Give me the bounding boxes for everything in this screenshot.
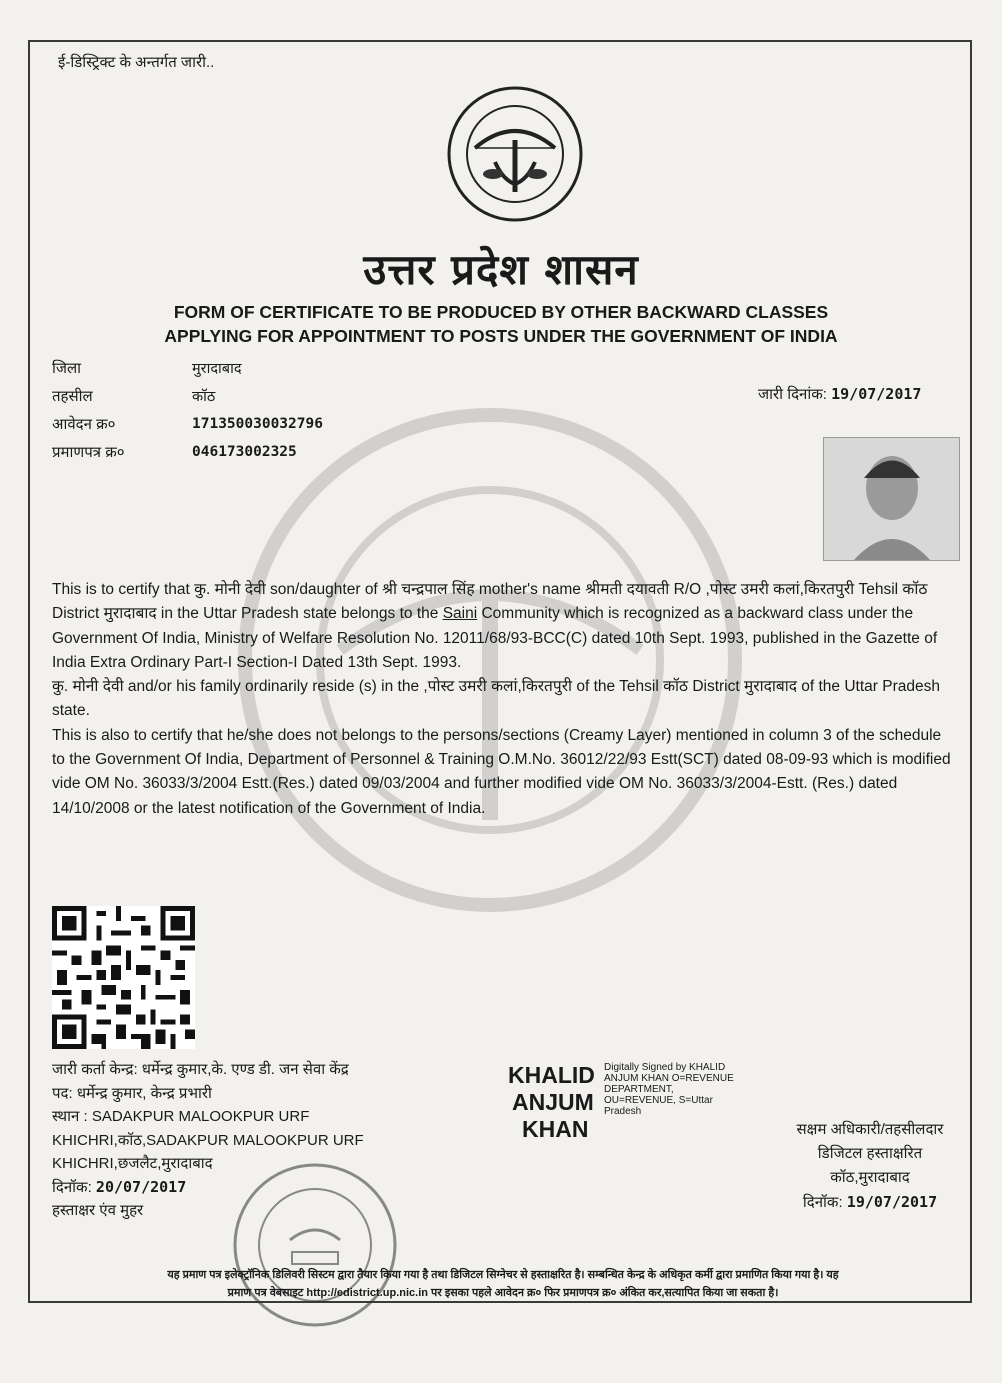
officer-date-value: 19/07/2017 (846, 1193, 938, 1211)
issue-date-value: 19/07/2017 (831, 385, 922, 403)
government-title: उत्तर प्रदेश शासन (363, 245, 639, 294)
issuer-place-line-2: KHICHRI,कॉठ,SADAKPUR MALOOKPUR URF (52, 1131, 364, 1149)
certificate-row (52, 438, 323, 466)
issuer-date-value: 20/07/2017 (95, 1177, 187, 1196)
issuer-place-line-3: KHICHRI,छजलैट,मुरादाबाद (52, 1155, 213, 1172)
digital-signature-block (508, 1062, 734, 1143)
body-paragraph-1-end: Community which is recognized as a backward class under the Government Of India, Ministry of Welfare Resolution No. 12011/68/93-BCC(C) dated 10th Sept. 1993, published in the Gazette of India Extra Ordinary Part-I Section-I Dated 13th Sept. 1993. (52, 605, 938, 671)
dsig-line-4: OU=REVENUE, S=Uttar (604, 1095, 713, 1106)
tehsil-value: कॉठ (192, 389, 216, 405)
issuer-post: पद: धर्मेन्द्र कुमार, केन्द्र प्रभारी (52, 1084, 212, 1102)
up-government-emblem-icon (445, 84, 585, 224)
footer-note (48, 1266, 958, 1302)
certificate-body (52, 578, 957, 821)
dsig-line-3: DEPARTMENT, (604, 1084, 674, 1095)
community-name: Saini (442, 605, 478, 623)
officer-digital-sign: डिजिटल हस्ताक्षरित (817, 1145, 923, 1162)
qr-code-icon (52, 906, 195, 1049)
district-label: जिला (52, 360, 82, 377)
top-note: ई-डिस्ट्रिक्ट के अन्तर्गत जारी.. (58, 54, 215, 71)
competent-officer-block (775, 1118, 965, 1215)
form-title-line-2: APPLYING FOR APPOINTMENT TO POSTS UNDER THE GOVERNMENT OF INDIA (164, 326, 838, 346)
signer-name-line-3: KHAN (522, 1116, 589, 1142)
dsig-line-1: Digitally Signed by KHALID (604, 1062, 726, 1073)
body-paragraph-2: कु. मोनी देवी and/or his family ordinarily reside (s) in the ,पोस्ट उमरी कलां,किरतपुरी of the Tehsil कॉठ District मुरादाबाद of the Uttar Pradesh state. (52, 678, 940, 720)
form-title (0, 300, 1002, 348)
application-row (52, 410, 323, 438)
officer-title: सक्षम अधिकारी/तहसीलदार (796, 1121, 944, 1138)
tehsil-row (52, 382, 323, 410)
issuer-date-label: दिनॉक: (52, 1178, 92, 1196)
body-paragraph-1 (52, 578, 957, 675)
dsig-line-5: Pradesh (604, 1106, 642, 1117)
issue-date (758, 384, 921, 404)
tehsil-label: तहसील (52, 388, 93, 405)
digital-signature-details (604, 1062, 774, 1117)
footer-line-2: प्रमाण पत्र वेबसाइट http://edistrict.up.nic.in पर इसका पहले आवेदन क्र० फिर प्रमाणपत्र क्र० अंकित कर,सत्यापित किया जा सकता है। (227, 1287, 779, 1299)
certificate-label: प्रमाणपत्र क्र० (52, 444, 125, 461)
officer-date (775, 1190, 965, 1215)
signer-name-line-2: ANJUM (512, 1089, 594, 1115)
signature-seal-label: हस्ताक्षर एंव मुहर (52, 1202, 144, 1219)
body-paragraph-1-start: This is to certify that कु. मोनी देवी son/daughter of श्री चन्द्रपाल सिंह mother's name श्रीमती दयावती R/O ,पोस्ट उमरी कलां,किरतपुरी Tehsil कॉठ District मुरादाबाद in the Uttar Pradesh state belongs to the (52, 581, 928, 623)
issuer-place-line-1: स्थान : SADAKPUR MALOOKPUR URF (52, 1108, 310, 1125)
officer-date-label: दिनॉक: (802, 1194, 843, 1211)
form-title-line-1: FORM OF CERTIFICATE TO BE PRODUCED BY OTHER BACKWARD CLASSES (173, 302, 829, 322)
district-row (52, 354, 323, 382)
applicant-photo (823, 437, 960, 561)
signer-name-line-1: KHALID (508, 1062, 595, 1088)
officer-place: कॉठ,मुरादाबाद (830, 1169, 910, 1186)
district-value: मुरादाबाद (192, 361, 242, 377)
issuing-centre: जारी कर्ता केन्द्र: धर्मेन्द्र कुमार,के. एण्ड डी. जन सेवा केंद्र (52, 1061, 349, 1078)
seal-stamp-icon (230, 1160, 400, 1330)
application-number: 171350030032796 (192, 416, 323, 432)
body-paragraph-3: This is also to certify that he/she does not belongs to the persons/sections (Creamy Layer) mentioned in column 3 of the schedule to the Government Of India, Department of Personnel & Training O.M.No. 36012/22/93 Estt(SCT) dated 08-09-93 which is modified vide OM No. 36033/3/2004 Estt.(Res.) dated 09/03/2004 and further modified vide OM No. 36033/3/2004-Estt. (Res.) dated 14/10/2008 or the latest notification of the Government of India. (52, 726, 951, 817)
issue-date-label: जारी दिनांक: (758, 386, 827, 403)
footer-line-1: यह प्रमाण पत्र इलेक्ट्रॉनिक डिलिवरी सिस्टम द्वारा तैयार किया गया है तथा डिजिटल सिग्नेचर से हस्ताक्षरित है। सम्बन्धित केन्द्र के अधिकृत कर्मी द्वारा प्रमाणित किया गया है। यह (167, 1269, 839, 1281)
certificate-details (52, 354, 323, 466)
certificate-number: 046173002325 (192, 444, 297, 460)
application-label: आवेदन क्र० (52, 416, 116, 433)
dsig-line-2: ANJUM KHAN O=REVENUE (604, 1073, 734, 1084)
